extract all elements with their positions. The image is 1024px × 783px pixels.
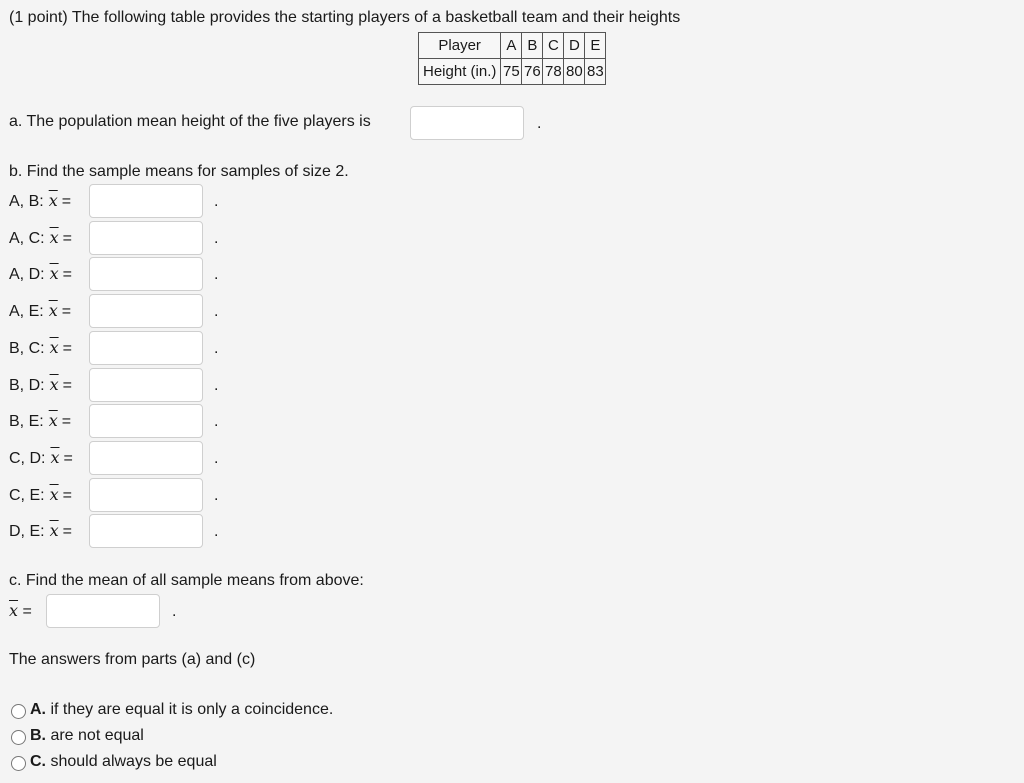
table-row — [419, 33, 606, 59]
pair-name: D, E: — [9, 523, 45, 540]
option-a-letter: A. — [30, 701, 46, 718]
pair-period: . — [214, 266, 219, 283]
equals-sign: = — [62, 340, 72, 357]
sample-mean-input[interactable] — [89, 441, 203, 475]
xbar-symbol: $\overline{x}$ — [49, 485, 59, 504]
radio-option-b[interactable] — [11, 730, 26, 745]
player-cell: B — [522, 33, 543, 59]
pair-period: . — [214, 413, 219, 430]
xbar-symbol: $\overline{x}$ — [49, 264, 59, 283]
xbar-symbol: $\overline{x}$ — [50, 448, 60, 467]
pair-period: . — [214, 303, 219, 320]
equals-sign: = — [62, 266, 72, 283]
problem-intro: (1 point) The following table provides the starting players of a basketball team and their heights — [9, 9, 681, 26]
height-cell: 75 — [501, 59, 522, 85]
player-cell: D — [564, 33, 585, 59]
xbar-symbol: $\overline{x}$ — [49, 521, 59, 540]
height-cell: 78 — [543, 59, 564, 85]
part-c-label: c. Find the mean of all sample means from above: — [9, 572, 364, 589]
equals-sign: = — [62, 523, 72, 540]
equals-sign: = — [61, 303, 72, 320]
pair-label — [9, 228, 72, 248]
option-a-text: if they are equal it is only a coincidence. — [50, 701, 334, 718]
height-cell: 80 — [564, 59, 585, 85]
pair-label — [9, 521, 72, 541]
sample-mean-input[interactable] — [89, 404, 203, 438]
part-a-period: . — [537, 115, 542, 132]
part-c-period: . — [172, 603, 177, 620]
pair-period: . — [214, 340, 219, 357]
xbar-symbol: $\overline{x}$ — [49, 338, 59, 357]
pair-name: B, D: — [9, 377, 45, 394]
height-cell: 83 — [585, 59, 606, 85]
pair-label — [9, 191, 71, 211]
height-cell: 76 — [522, 59, 543, 85]
equals-sign: = — [63, 450, 73, 467]
pair-label — [9, 301, 71, 321]
population-mean-input[interactable] — [410, 106, 524, 140]
sample-mean-input[interactable] — [89, 257, 203, 291]
comparison-question: The answers from parts (a) and (c) — [9, 651, 256, 668]
part-a-label: a. The population mean height of the five players is — [9, 113, 371, 130]
pair-label — [9, 411, 71, 431]
player-cell: A — [501, 33, 522, 59]
sample-mean-input[interactable] — [89, 368, 203, 402]
player-height-table — [418, 32, 606, 85]
option-b-letter: B. — [30, 727, 46, 744]
option-c-text: should always be equal — [50, 753, 217, 770]
pair-label — [9, 375, 72, 395]
option-b-text: are not equal — [50, 727, 144, 744]
mean-of-means-label — [9, 601, 32, 621]
equals-sign: = — [61, 193, 72, 210]
part-b-label: b. Find the sample means for samples of size 2. — [9, 163, 349, 180]
pair-period: . — [214, 487, 219, 504]
xbar-symbol: $\overline{x}$ — [49, 228, 59, 247]
pair-period: . — [214, 230, 219, 247]
equals-sign: = — [62, 377, 72, 394]
xbar-symbol: $\overline{x}$ — [49, 375, 59, 394]
sample-mean-input[interactable] — [89, 514, 203, 548]
player-cell: C — [543, 33, 564, 59]
sample-mean-input[interactable] — [89, 294, 203, 328]
radio-option-c[interactable] — [11, 756, 26, 771]
pair-name: C, D: — [9, 450, 46, 467]
pair-name: A, C: — [9, 230, 45, 247]
row-header-player: Player — [419, 33, 501, 59]
pair-label — [9, 448, 73, 468]
pair-label — [9, 338, 72, 358]
equals-sign: = — [61, 413, 72, 430]
table-row — [419, 59, 606, 85]
pair-period: . — [214, 523, 219, 540]
sample-mean-input[interactable] — [89, 184, 203, 218]
pair-name: A, B: — [9, 193, 44, 210]
pair-label — [9, 485, 72, 505]
pair-period: . — [214, 377, 219, 394]
pair-period: . — [214, 193, 219, 210]
xbar-symbol: $\overline{x}$ — [48, 411, 58, 430]
pair-name: A, E: — [9, 303, 44, 320]
player-cell: E — [585, 33, 606, 59]
pair-name: C, E: — [9, 487, 45, 504]
pair-name: B, E: — [9, 413, 44, 430]
sample-mean-input[interactable] — [89, 331, 203, 365]
pair-name: B, C: — [9, 340, 45, 357]
equals-sign: = — [62, 487, 72, 504]
xbar-symbol: $\overline{x}$ — [48, 301, 58, 320]
radio-option-a[interactable] — [11, 704, 26, 719]
equals-sign: = — [62, 230, 72, 247]
xbar-symbol: $\overline{x}$ — [9, 601, 19, 620]
pair-name: A, D: — [9, 266, 45, 283]
equals-sign: = — [22, 603, 32, 620]
mean-of-sample-means-input[interactable] — [46, 594, 160, 628]
pair-label — [9, 264, 72, 284]
sample-mean-input[interactable] — [89, 221, 203, 255]
xbar-symbol: $\overline{x}$ — [48, 191, 58, 210]
option-c-letter: C. — [30, 753, 46, 770]
sample-mean-input[interactable] — [89, 478, 203, 512]
row-header-height: Height (in.) — [419, 59, 501, 85]
pair-period: . — [214, 450, 219, 467]
